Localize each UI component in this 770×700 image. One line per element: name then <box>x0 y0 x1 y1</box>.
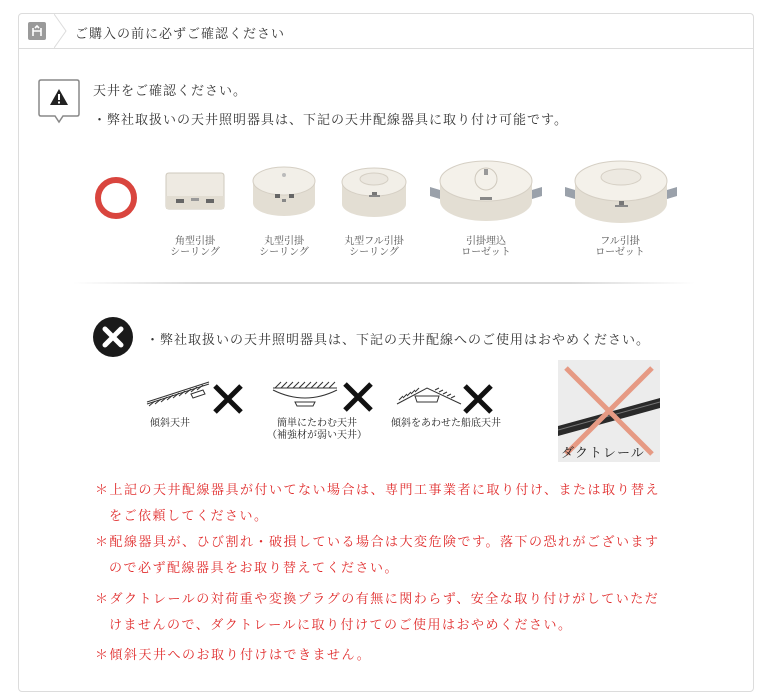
note-1: ＊上記の天井配線器具が付いてない場合は、専門工事業者に取り付け、または取り替え をご依頼してください。 <box>95 483 660 524</box>
sagging-ceiling-illustration <box>271 380 375 420</box>
fixture-square-ceiling <box>164 170 226 216</box>
fixture-round-full-ceiling <box>340 162 408 224</box>
fixture-label: フル引掛 ローゼット <box>595 236 645 258</box>
fixture-round-ceiling <box>251 163 317 223</box>
ng-cross-icon <box>93 317 133 357</box>
house-icon <box>19 14 55 48</box>
ng-text: ・弊社取扱いの天井照明器具は、下記の天井配線へのご使用はおやめください。 <box>146 333 651 348</box>
fixture-label: 角型引掛 シーリング <box>170 236 220 258</box>
intro-text: ・弊社取扱いの天井照明器具は、下記の天井配線器具に取り付け可能です。 <box>93 113 568 128</box>
fixture-label: 丸型フル引掛 シーリング <box>344 236 404 258</box>
ceiling-label: 傾斜天井 <box>150 418 190 429</box>
warning-icon <box>37 78 81 124</box>
note-3: ＊ダクトレールの対荷重や変換プラグの有無に関わらず、安全な取り付けがしていただ けませんので、ダクトレールに取り付けてのご使用はおやめください。 <box>95 592 660 633</box>
card-header <box>19 14 753 49</box>
duct-rail-label: ダクトレール <box>561 446 645 461</box>
page-title: ご購入の前に必ずご確認ください <box>75 27 286 42</box>
section-divider <box>73 282 695 284</box>
ok-circle-icon <box>95 177 137 219</box>
note-2: ＊配線器具が、ひび割れ・破損している場合は大変危険です。落下の恐れがございます ので必ず配線器具をお取り替えてください。 <box>95 535 660 576</box>
header-separator <box>54 14 72 48</box>
note-4: ＊傾斜天井へのお取り付けはできません。 <box>95 648 372 663</box>
fixture-full-rosette <box>563 157 679 233</box>
boat-ceiling-illustration <box>395 380 497 420</box>
intro-heading: 天井をご確認ください。 <box>93 84 248 99</box>
fixture-label: 引掛埋込 ローゼット <box>461 236 511 258</box>
ceiling-label: 傾斜をあわせた船底天井 <box>391 418 501 429</box>
ceiling-label: 簡単にたわむ天井 （補強材が弱い天井） <box>267 418 367 441</box>
fixture-label: 丸型引掛 シーリング <box>259 236 309 258</box>
fixture-recessed-rosette <box>428 157 544 233</box>
slanted-ceiling-illustration <box>145 380 245 420</box>
